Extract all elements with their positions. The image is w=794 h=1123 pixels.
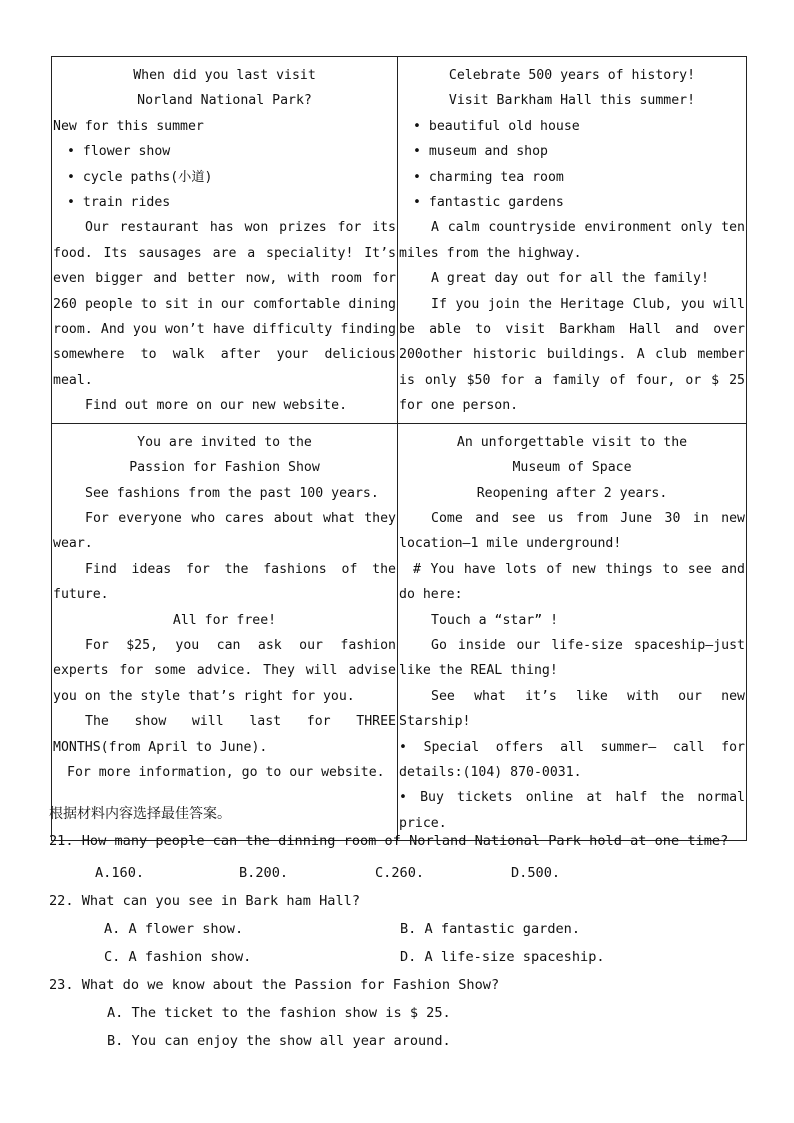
- ad2-paragraph: If you join the Heritage Club, you will be able to visit Barkham Hall and over 200other historic buildings. A club member is only $50 for a family of four, or $ 25 for one person.: [399, 296, 745, 414]
- q22-option-c[interactable]: C. A fashion show.: [104, 949, 252, 965]
- ad4-paragraph: Go inside our life-size spaceship—just like the REAL thing!: [399, 637, 745, 679]
- ad1-subhead: New for this summer: [53, 118, 204, 134]
- ad3-line: All for free!: [172, 612, 277, 628]
- ad4-paragraph: Come and see us from June 30 in new location—1 mile underground!: [399, 510, 745, 552]
- ad4-line: Touch a “star” !: [431, 612, 559, 628]
- ad1-bullet: • cycle paths(小道): [67, 169, 213, 185]
- ad3-line: See fashions from the past 100 years.: [85, 485, 379, 501]
- q21-option-c[interactable]: C.260.: [375, 865, 425, 881]
- q21-option-b[interactable]: B.200.: [239, 865, 289, 881]
- ad4-title-line1: An unforgettable visit to the: [456, 434, 688, 450]
- q22-option-d[interactable]: D. A life-size spaceship.: [400, 949, 605, 965]
- ad1-title-line1: When did you last visit: [133, 68, 316, 83]
- q22-option-a[interactable]: A. A flower show.: [104, 921, 244, 937]
- ad4-title-line2: Museum of Space: [512, 460, 632, 476]
- ad3-line: For more information, go to our website.: [67, 764, 385, 780]
- ad2-title-line1: Celebrate 500 years of history!: [448, 68, 696, 83]
- q21-option-d[interactable]: D.500.: [511, 865, 561, 881]
- q22-option-b[interactable]: B. A fantastic garden.: [400, 921, 581, 937]
- ad-norland-park: [52, 57, 398, 424]
- ad4-paragraph: # You have lots of new things to see and do here:: [399, 561, 745, 603]
- ad4-paragraph: • Special offers all summer— call for details:(104) 870-0031.: [399, 739, 745, 780]
- ad2-bullet: • charming tea room: [413, 169, 564, 185]
- q23-option-a[interactable]: A. The ticket to the fashion show is $ 25.: [107, 1005, 451, 1021]
- ad1-paragraph: Find out more on our new website.: [85, 398, 348, 414]
- ad-fashion-show: [52, 423, 398, 841]
- ad3-line: Find ideas for the fashions of the future.: [53, 561, 396, 603]
- ad-barkham-hall: [398, 57, 747, 424]
- ad3-paragraph: For everyone who cares about what they wear.: [53, 510, 396, 552]
- ad3-title-line2: Passion for Fashion Show: [129, 460, 320, 476]
- q23-stem: 23. What do we know about the Passion for Fashion Show?: [49, 977, 500, 993]
- ad4-line: • Buy tickets online at half the normal price.: [399, 790, 745, 831]
- q23-option-b[interactable]: B. You can enjoy the show all year around.: [107, 1033, 451, 1049]
- ad2-bullet: • fantastic gardens: [413, 195, 564, 211]
- q21-stem: 21. How many people can the dinning room of Norland National Park hold at one time?: [49, 833, 729, 849]
- q21-option-a[interactable]: A.160.: [95, 865, 145, 881]
- ad1-bullet: • flower show: [67, 144, 171, 160]
- ad2-title-line2: Visit Barkham Hall this summer!: [448, 93, 696, 109]
- ad1-paragraph: Our restaurant has won prizes for its food. Its sausages are a speciality! It’s even bigger and better now, with room for 260 people to sit in our comfortable dining room. And you won’t have difficulty finding somewhere to walk after your delicious meal.: [53, 220, 396, 388]
- advertisements-table: [51, 56, 747, 841]
- ad2-bullet: • beautiful old house: [413, 118, 580, 134]
- ad3-paragraph: The show will last for THREE MONTHS(from April to June).: [53, 714, 396, 755]
- ad3-paragraph: For $25, you can ask our fashion experts for some advice. They will advise you on the style that’s right for you.: [53, 637, 396, 704]
- instruction: 根据材料内容选择最佳答案。: [49, 806, 231, 822]
- ad2-paragraph: A calm countryside environment only ten miles from the highway.: [399, 220, 745, 261]
- ad1-bullet: • train rides: [67, 195, 171, 211]
- ad2-paragraph: A great day out for all the family!: [431, 271, 709, 287]
- ad4-line: See what it’s like with our new Starship!: [399, 688, 745, 730]
- ad4-title-line3: Reopening after 2 years.: [476, 485, 668, 501]
- ad3-title-line1: You are invited to the: [137, 434, 312, 450]
- ad-museum-of-space: [398, 423, 747, 841]
- ad2-bullet: • museum and shop: [413, 144, 548, 160]
- ad1-title-line2: Norland National Park?: [137, 93, 312, 109]
- q22-stem: 22. What can you see in Bark ham Hall?: [49, 893, 360, 909]
